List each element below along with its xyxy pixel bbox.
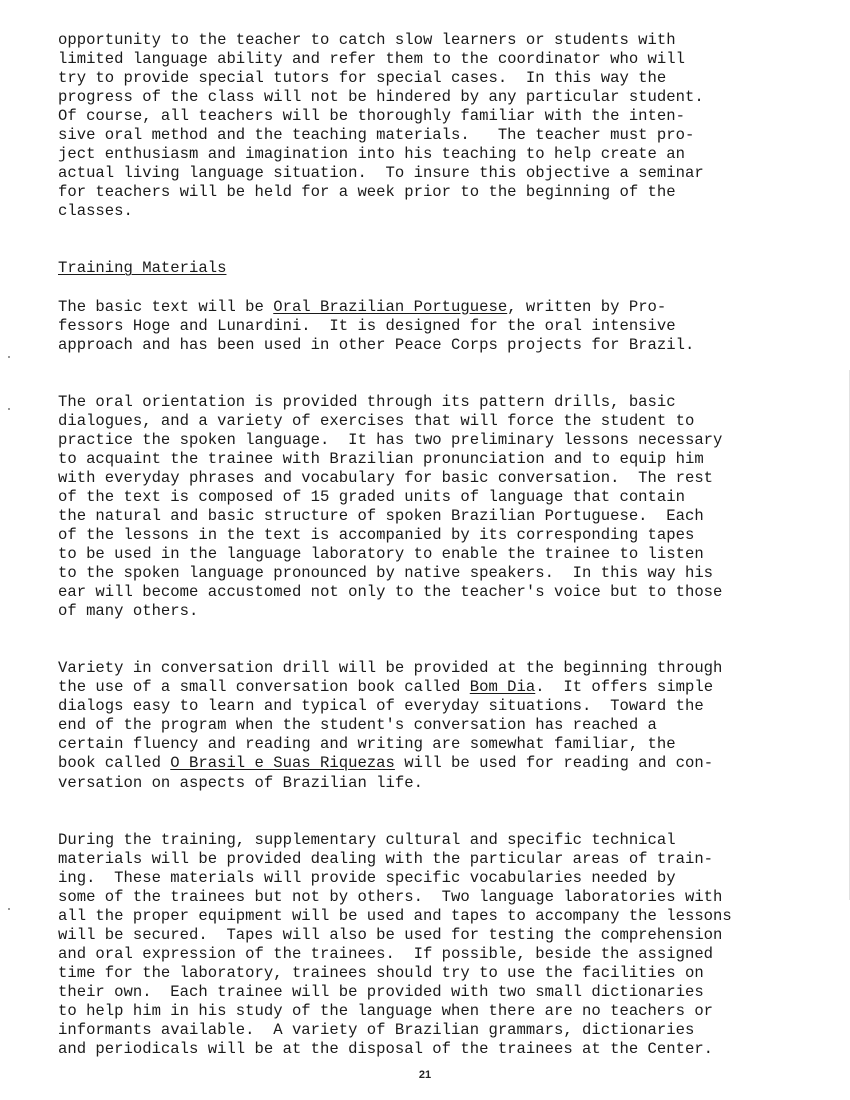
text-line: practice the spoken language. It has two preliminary lessons necessary xyxy=(58,430,723,449)
document-page xyxy=(58,31,798,1059)
text-line: and periodicals will be at the disposal of the trainees at the Center. xyxy=(58,1040,714,1059)
spacer xyxy=(58,221,798,259)
text-line: some of the trainees but not by others. Two language laboratories with xyxy=(58,887,723,906)
scan-speck xyxy=(8,356,10,358)
text-line: to be used in the language laboratory to enable the trainee to listen xyxy=(58,545,704,564)
text-line: actual living language situation. To insure this objective a seminar xyxy=(58,164,704,183)
spacer xyxy=(58,355,798,393)
text-line: versation on aspects of Brazilian life. xyxy=(58,773,423,792)
text-line: informants available. A variety of Brazilian grammars, dictionaries xyxy=(58,1021,695,1040)
scan-speck xyxy=(8,408,10,410)
text-line: time for the laboratory, trainees should try to use the facilities on xyxy=(58,963,704,982)
book-title: O Brasil e Suas Riquezas xyxy=(170,754,395,773)
text-line: Of course, all teachers will be thoroughly familiar with the inten- xyxy=(58,107,685,126)
text-line: approach and has been used in other Peace Corps projects for Brazil. xyxy=(58,335,695,354)
text-line: the natural and basic structure of spoken Brazilian Portuguese. Each xyxy=(58,506,704,525)
text-line: with everyday phrases and vocabulary for basic conversation. The rest xyxy=(58,468,714,487)
text-fragment: the use of a small conversation book called xyxy=(58,678,470,697)
oral-orientation-paragraph xyxy=(58,393,798,622)
text-line xyxy=(58,298,798,317)
text-line: classes. xyxy=(58,202,133,221)
text-line: all the proper equipment will be used and tapes to accompany the lessons xyxy=(58,906,732,925)
text-line: to help him in his study of the language when there are no teachers or xyxy=(58,1001,714,1020)
text-line: and oral expression of the trainees. If possible, beside the assigned xyxy=(58,944,714,963)
section-heading xyxy=(58,259,798,278)
spacer xyxy=(58,279,798,298)
text-fragment: , written by Pro- xyxy=(507,297,667,316)
scan-speck xyxy=(8,908,10,910)
section-heading-text: Training Materials xyxy=(58,259,227,278)
text-line: sive oral method and the teaching materials. The teacher must pro- xyxy=(58,126,695,145)
text-line: will be secured. Tapes will also be used for testing the comprehension xyxy=(58,925,723,944)
text-line: Variety in conversation drill will be provided at the beginning through xyxy=(58,659,723,678)
spacer xyxy=(58,621,798,659)
book-title: Bom Dia xyxy=(469,678,536,697)
text-line: certain fluency and reading and writing are somewhat familiar, the xyxy=(58,735,676,754)
text-line: ject enthusiasm and imagination into his teaching to help create an xyxy=(58,145,685,164)
text-fragment: book called xyxy=(58,754,171,773)
variety-paragraph xyxy=(58,659,798,792)
basic-text-paragraph xyxy=(58,298,798,355)
text-line: end of the program when the student's conversation has reached a xyxy=(58,716,657,735)
text-line: to acquaint the trainee with Brazilian pronunciation and to equip him xyxy=(58,449,704,468)
page-number: 21 xyxy=(418,1069,432,1081)
text-line: to the spoken language pronounced by native speakers. In this way his xyxy=(58,564,714,583)
text-line: The oral orientation is provided through its pattern drills, basic xyxy=(58,392,676,411)
training-paragraph xyxy=(58,831,798,1060)
text-line: of many others. xyxy=(58,602,199,621)
text-line: limited language ability and refer them to the coordinator who will xyxy=(58,50,685,69)
text-line: ing. These materials will provide specific vocabularies needed by xyxy=(58,868,676,887)
text-fragment: will be used for reading and con- xyxy=(394,754,714,773)
text-line: materials will be provided dealing with the particular areas of train- xyxy=(58,849,714,868)
text-fragment: The basic text will be xyxy=(58,297,274,316)
text-line: During the training, supplementary cultural and specific technical xyxy=(58,830,676,849)
text-line: dialogues, and a variety of exercises that will force the student to xyxy=(58,411,695,430)
text-line: for teachers will be held for a week prior to the beginning of the xyxy=(58,183,676,202)
text-line: of the lessons in the text is accompanied by its corresponding tapes xyxy=(58,525,695,544)
text-line: try to provide special tutors for special cases. In this way the xyxy=(58,69,667,88)
text-line: dialogs easy to learn and typical of everyday situations. Toward the xyxy=(58,697,704,716)
book-title: Oral Brazilian Portuguese xyxy=(273,297,508,316)
text-line: ear will become accustomed not only to the teacher's voice but to those xyxy=(58,583,723,602)
text-line: of the text is composed of 15 graded units of language that contain xyxy=(58,487,685,506)
intro-paragraph xyxy=(58,31,798,221)
text-line: progress of the class will not be hindered by any particular student. xyxy=(58,88,704,107)
text-line: their own. Each trainee will be provided with two small dictionaries xyxy=(58,982,704,1001)
text-line xyxy=(58,754,798,773)
text-line: fessors Hoge and Lunardini. It is designed for the oral intensive xyxy=(58,316,676,335)
text-line xyxy=(58,678,798,697)
spacer xyxy=(58,793,798,831)
text-line: opportunity to the teacher to catch slow learners or students with xyxy=(58,31,676,49)
text-fragment: . It offers simple xyxy=(535,678,714,697)
